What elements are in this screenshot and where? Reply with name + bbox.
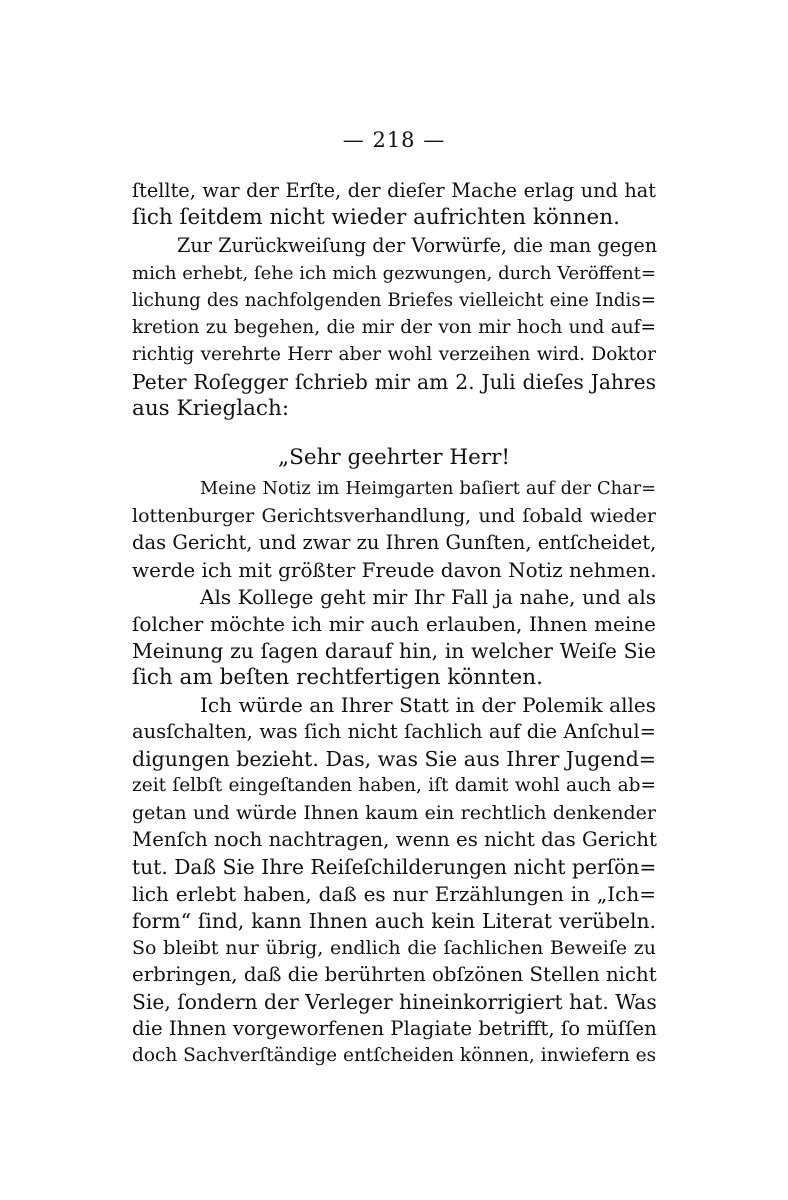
text-line: mich erhebt, ſehe ich mich gezwungen, durch Veröffent=	[132, 263, 656, 284]
letter-salutation: „Sehr geehrter Herr!	[277, 445, 511, 470]
text-line: Menſch noch nachtragen, wenn es nicht das Gericht	[132, 828, 657, 851]
text-line: ausſchalten, was ſich nicht ſachlich auf die Anſchul=	[132, 720, 656, 743]
text-line: werde ich mit größter Freude davon Notiz nehmen.	[132, 558, 657, 582]
text-line: Ich würde an Ihrer Statt in der Polemik alles	[200, 693, 656, 717]
text-line: zeit ſelbſt eingeſtanden haben, iſt damit wohl auch ab=	[132, 775, 656, 796]
text-line: kretion zu begehen, die mir der von mir hoch und auf=	[132, 317, 656, 338]
text-line: digungen bezieht. Das, was Sie aus Ihrer Jugend=	[132, 747, 656, 771]
text-line: ſich ſeitdem nicht wieder aufrichten können.	[132, 205, 620, 230]
page-number: — 218 —	[342, 128, 446, 152]
text-line: getan und würde Ihnen kaum ein rechtlich denkender	[132, 802, 656, 824]
text-line: Als Kollege geht mir Ihr Fall ja nahe, und als	[200, 585, 656, 609]
text-line: Zur Zurückweiſung der Vorwürfe, die man gegen	[177, 234, 658, 257]
text-line: ſtellte, war der Erſte, der dieſer Mache erlag und hat	[132, 179, 656, 202]
text-line: doch Sachverſtändige entſcheiden können, inwiefern es	[132, 1045, 657, 1066]
text-line: aus Krieglach:	[132, 396, 290, 421]
text-line: Meine Notiz im Heimgarten baſiert auf der Char=	[200, 479, 656, 499]
text-line: das Gericht, und zwar zu Ihren Gunſten, entſcheidet,	[132, 531, 657, 554]
text-line: So bleibt nur übrig, endlich die ſachlichen Beweiſe zu	[132, 937, 656, 959]
text-line: lottenburger Gerichtsverhandlung, und ſobald wieder	[132, 505, 656, 527]
text-line: die Ihnen vorgeworfenen Plagiate betrifft, ſo müſſen	[132, 1017, 657, 1040]
text-line: lichung des nachfolgenden Briefes vielleicht eine Indis=	[132, 290, 656, 311]
text-line: ſolcher möchte ich mir auch erlauben, Ihnen meine	[132, 612, 656, 636]
text-line: form“ ſind, kann Ihnen auch kein Literat verübeln.	[132, 909, 656, 933]
text-line: erbringen, daß die berührten obſzönen Stellen nicht	[132, 963, 657, 986]
text-line: Meinung zu ſagen darauf hin, in welcher Weiſe Sie	[132, 639, 656, 663]
text-line: richtig verehrte Herr aber wohl verzeihen wird. Doktor	[132, 344, 656, 365]
text-line: lich erlebt haben, daß es nur Erzählungen in „Ich=	[132, 882, 656, 906]
text-line: Sie, ſondern der Verleger hineinkorrigiert hat. Was	[132, 990, 657, 1014]
text-line: tut. Daß Sie Ihre Reiſeſchilderungen nicht perſön=	[132, 855, 657, 879]
text-line: Peter Roſegger ſchrieb mir am 2. Juli dieſes Jahres	[132, 370, 656, 394]
text-line: ſich am beſten rechtfertigen könnten.	[132, 665, 543, 690]
